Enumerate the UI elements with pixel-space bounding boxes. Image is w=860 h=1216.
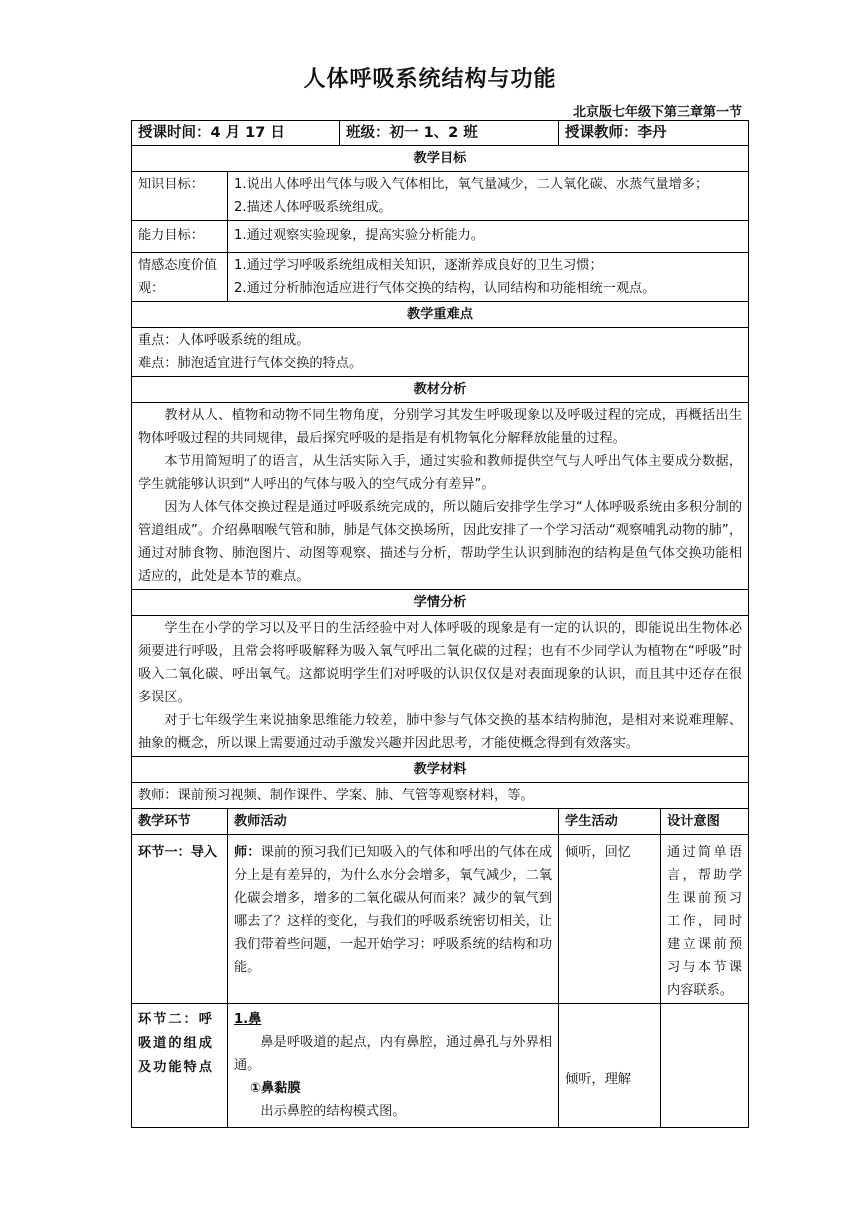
attitude-content (228, 253, 749, 302)
keypoints-heading-row (132, 302, 749, 328)
attitude-label: 情感态度价值观： (132, 253, 228, 302)
materials-heading-row (132, 757, 749, 783)
class-name: 班级：初一 1、2 班 (340, 121, 559, 146)
student-analysis-content (132, 616, 749, 757)
knowledge-item: 2.描述人体呼吸系统组成。 (234, 200, 392, 215)
key-point: 重点：人体呼吸系统的组成。 (138, 333, 310, 348)
section-heading: 教材分析 (132, 377, 749, 403)
student-activity: 倾听，理解 (559, 1004, 661, 1128)
teacher-text: 课前的预习我们已知吸入的气体和呼出的气体在成分上是有差异的，为什么水分会增多，氧气减少，二氧化碳会增多，增多的二氧化碳从何而来？减少的氧气到哪去了？这样的变化，与我们的呼吸系统密切相关，让我们带着些问题，一起开始学习：呼吸系统的结构和功能。 (234, 845, 553, 975)
analysis-paragraph: 本节用简短明了的语言，从生活实际入手，通过实验和教师提供空气与人呼出气体主要成分数据，学生就能够认识到“人呼出的气体与吸入的空气成分有差异”。 (138, 454, 743, 492)
textbook-section: 北京版七年级下第三章第一节 (572, 105, 742, 120)
section-heading: 学情分析 (132, 590, 749, 616)
difficult-point: 难点：肺泡适宜进行气体交换的特点。 (138, 356, 363, 371)
knowledge-content (228, 172, 749, 221)
section-heading: 教学重难点 (132, 302, 749, 328)
subtopic-item: ①鼻黏膜 (249, 1081, 301, 1096)
teacher-activity (228, 1004, 559, 1128)
teacher-name: 授课教师：李丹 (559, 121, 749, 146)
ability-content (228, 221, 749, 253)
teacher-paragraph: 鼻是呼吸道的起点，内有鼻腔，通过鼻孔与外界相通。 (234, 1035, 553, 1073)
keypoints-content (132, 328, 749, 377)
attitude-item: 1.通过学习呼吸系统组成相关知识，逐渐养成良好的卫生习惯； (234, 258, 603, 273)
column-header: 教师活动 (228, 809, 559, 835)
knowledge-item: 1.说出人体呼出气体与吸入气体相比，氧气量减少，二人氧化碳、水蒸气量增多； (234, 177, 709, 192)
knowledge-label: 知识目标： (132, 172, 228, 221)
stage-cell: 环节二：呼吸道的组成及功能特点 (132, 1004, 228, 1128)
ability-label: 能力目标： (132, 221, 228, 253)
column-header: 学生活动 (559, 809, 661, 835)
process-row (132, 1004, 749, 1128)
material-analysis-content (132, 403, 749, 590)
keypoints-row (132, 328, 749, 377)
subtopic-heading: 1.鼻 (234, 1012, 262, 1027)
material-analysis-heading-row (132, 377, 749, 403)
knowledge-row (132, 172, 749, 221)
analysis-paragraph: 因为人体气体交换过程是通过呼吸系统完成的，所以随后安排学生学习“人体呼吸系统由多积分制的管道组成”。介绍鼻咽喉气管和肺，肺是气体交换场所，因此安排了一个学习活动“观察哺乳动物的肺”，通过对肺食物、肺泡图片、动图等观察、描述与分析，帮助学生认识到肺泡的结构是鱼气体交换功能相适应的，此处是本节的难点。 (138, 500, 743, 584)
student-analysis-heading-row (132, 590, 749, 616)
student-analysis-row (132, 616, 749, 757)
process-row (132, 835, 749, 1004)
section-heading: 教学材料 (132, 757, 749, 783)
column-header: 教学环节 (132, 809, 228, 835)
teacher-prefix: 师： (234, 845, 261, 860)
attitude-row (132, 253, 749, 302)
section-heading: 教学目标 (132, 146, 749, 172)
teacher-note: 出示鼻腔的结构模式图。 (260, 1104, 406, 1119)
design-intent: 通过简单语言，帮助学生课前预习工作，同时建立课前预习与本节课内容联系。 (661, 835, 749, 1004)
ability-item: 1.通过观察实验现象，提高实验分析能力。 (234, 228, 484, 243)
column-header: 设计意图 (661, 809, 749, 835)
objectives-heading-row (132, 146, 749, 172)
attitude-item: 2.通过分析肺泡适应进行气体交换的结构，认同结构和功能相统一观点。 (234, 281, 656, 296)
materials-content: 教师：课前预习视频、制作课件、学案、肺、气管等观察材料，等。 (132, 783, 749, 809)
material-analysis-row (132, 403, 749, 590)
process-header-row (132, 809, 749, 835)
lesson-time: 授课时间：4 月 17 日 (132, 121, 340, 146)
info-row (132, 121, 749, 146)
analysis-paragraph: 学生在小学的学习以及平日的生活经验中对人体呼吸的现象是有一定的认识的，即能说出生物体必须要进行呼吸，且常会将呼吸解释为吸入氧气呼出二氧化碳的过程；也有不少同学认为植物在“呼吸”时吸入二氧化碳、呼出氧气。这都说明学生们对呼吸的认识仅仅是对表面现象的认识，而且其中还存在很多误区。 (138, 621, 743, 705)
design-intent (661, 1004, 749, 1128)
analysis-paragraph: 对于七年级学生来说抽象思维能力较差，肺中参与气体交换的基本结构肺泡，是相对来说难理解、抽象的概念，所以课上需要通过动手激发兴趣并因此思考，才能使概念得到有效落实。 (138, 713, 743, 751)
lesson-plan-table (131, 120, 749, 1128)
student-activity: 倾听，回忆 (559, 835, 661, 1004)
analysis-paragraph: 教材从人、植物和动物不同生物角度，分别学习其发生呼吸现象以及呼吸过程的完成，再概括出生物体呼吸过程的共同规律，最后探究呼吸的是指是有机物氧化分解释放能量的过程。 (138, 408, 743, 446)
ability-row (132, 221, 749, 253)
stage-cell: 环节一：导入 (132, 835, 228, 1004)
materials-row (132, 783, 749, 809)
teacher-activity (228, 835, 559, 1004)
page-title: 人体呼吸系统结构与功能 (303, 67, 557, 92)
